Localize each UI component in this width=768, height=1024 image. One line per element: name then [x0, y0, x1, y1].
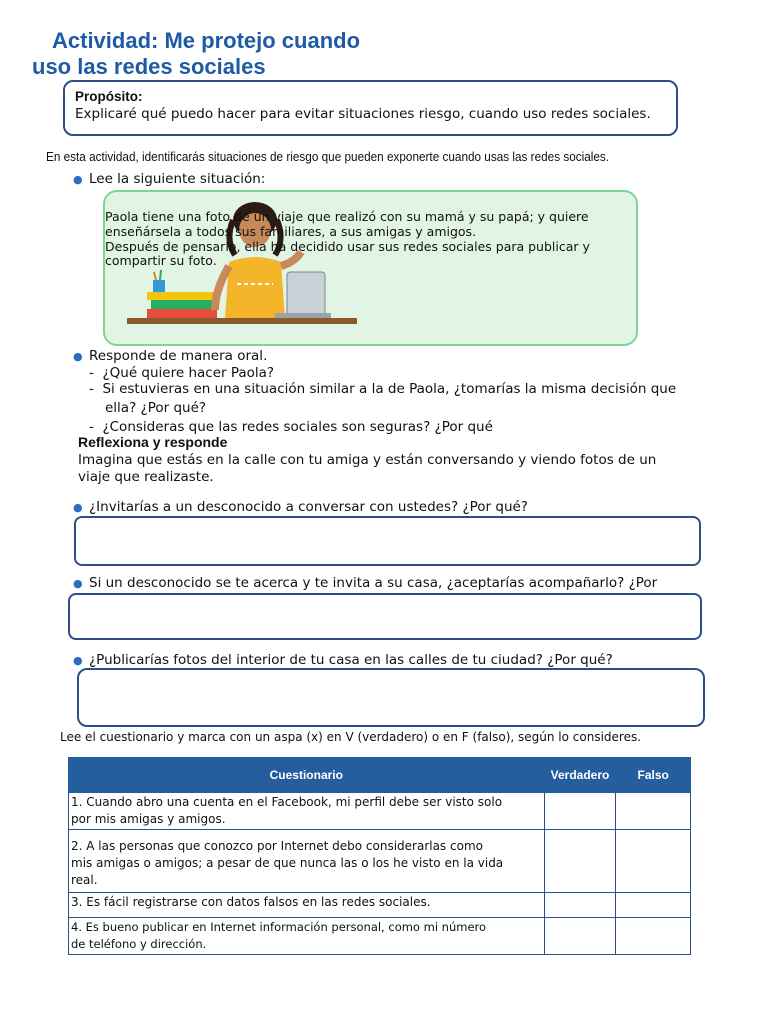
question-cell — [69, 830, 545, 893]
verdadero-cell[interactable] — [544, 830, 616, 893]
verdadero-cell[interactable] — [544, 893, 616, 918]
situation-box — [103, 190, 638, 346]
question-1-text: ¿Invitarías a un desconocido a conversar con ustedes? ¿Por qué? — [89, 499, 528, 515]
page-title-line1: Actividad: Me protejo cuando — [52, 28, 361, 53]
question-3-text: ¿Publicarías fotos del interior de tu casa en las calles de tu ciudad? ¿Por qué? — [89, 652, 613, 668]
header-falso: Falso — [616, 758, 691, 793]
situation-line1: Paola tiene una foto de un viaje que realizó con su mamá y su papá; y quiere — [105, 209, 589, 224]
intro-text: En esta actividad, identificarás situaciones de riesgo que pueden exponerte cuando usas las redes sociales. — [46, 150, 610, 164]
oral-q2-cont: ella? ¿Por qué? — [105, 400, 207, 416]
questionnaire-table — [68, 757, 691, 955]
question-2 — [73, 574, 657, 593]
answer-box-1[interactable] — [74, 516, 701, 566]
table-row — [69, 793, 691, 830]
cell-line: 3. Es fácil registrarse con datos falsos en las redes sociales. — [71, 895, 431, 909]
purpose-box — [63, 80, 678, 136]
reflect-text-line2: viaje que realizaste. — [78, 469, 214, 485]
table-row — [69, 918, 691, 955]
cell-line: 4. Es bueno publicar en Internet información personal, como mi número — [71, 920, 487, 934]
question-cell — [69, 893, 545, 918]
purpose-label: Propósito: — [75, 89, 143, 104]
falso-cell[interactable] — [616, 893, 691, 918]
oral-q2: - Si estuvieras en una situación similar a la de Paola, ¿tomarías la misma decisión que — [89, 381, 677, 397]
table-row — [69, 830, 691, 893]
cell-line: mis amigas o amigos; a pesar de que nunca las o los he visto en la vida — [71, 856, 504, 870]
reflect-text-line1: Imagina que estás en la calle con tu amiga y están conversando y viendo fotos de un — [78, 452, 657, 468]
bullet-icon: ● — [73, 173, 83, 186]
cell-line: real. — [71, 873, 98, 887]
answer-box-2[interactable] — [68, 593, 702, 640]
table-header-row — [69, 758, 691, 793]
falso-cell[interactable] — [616, 918, 691, 955]
question-cell — [69, 793, 545, 830]
question-1 — [73, 498, 528, 517]
bullet-icon: ● — [73, 350, 83, 363]
oral-q1-text: ¿Qué quiere hacer Paola? — [102, 365, 275, 381]
bullet-icon: ● — [73, 501, 83, 514]
header-verdadero: Verdadero — [544, 758, 616, 793]
oral-title-label: Responde de manera oral. — [89, 348, 268, 364]
purpose-text: Explicaré qué puedo hacer para evitar situaciones riesgo, cuando uso redes sociales. — [75, 106, 651, 122]
answer-box-3[interactable] — [77, 668, 705, 727]
table-row — [69, 893, 691, 918]
reflect-title: Reflexiona y responde — [78, 434, 228, 450]
situation-line4: compartir su foto. — [105, 253, 217, 268]
read-instruction-label: Lee la siguiente situación: — [89, 171, 266, 187]
oral-q2-text: Si estuvieras en una situación similar a la de Paola, ¿tomarías la misma decisión que — [102, 381, 677, 397]
falso-cell[interactable] — [616, 793, 691, 830]
cell-line: por mis amigas y amigos. — [71, 812, 226, 826]
oral-q1: - ¿Qué quiere hacer Paola? — [89, 365, 275, 381]
bullet-icon: ● — [73, 654, 83, 667]
question-cell — [69, 918, 545, 955]
oral-q3: - ¿Consideras que las redes sociales son seguras? ¿Por qué — [89, 419, 493, 435]
cell-line: 2. A las personas que conozco por Internet debo considerarlas como — [71, 839, 483, 853]
table-instruction: Lee el cuestionario y marca con un aspa (x) en V (verdadero) o en F (falso), según lo consideres. — [60, 730, 642, 744]
situation-line3: Después de pensarlo, ella ha decidido usar sus redes sociales para publicar y — [105, 239, 590, 254]
header-cuestionario: Cuestionario — [69, 758, 545, 793]
cell-line: 1. Cuando abro una cuenta en el Facebook, mi perfil debe ser visto solo — [71, 795, 503, 809]
falso-cell[interactable] — [616, 830, 691, 893]
question-2-text: Si un desconocido se te acerca y te invita a su casa, ¿aceptarías acompañarlo? ¿Por — [89, 575, 658, 591]
verdadero-cell[interactable] — [544, 918, 616, 955]
situation-line2: enseñársela a todos sus familiares, a sus amigas y amigos. — [105, 224, 477, 239]
cell-line: de teléfono y dirección. — [71, 937, 207, 951]
bullet-icon: ● — [73, 577, 83, 590]
read-instruction — [73, 171, 265, 187]
oral-q3-text: ¿Consideras que las redes sociales son seguras? ¿Por qué — [102, 419, 493, 435]
verdadero-cell[interactable] — [544, 793, 616, 830]
page-title-line2: uso las redes sociales — [32, 54, 266, 79]
